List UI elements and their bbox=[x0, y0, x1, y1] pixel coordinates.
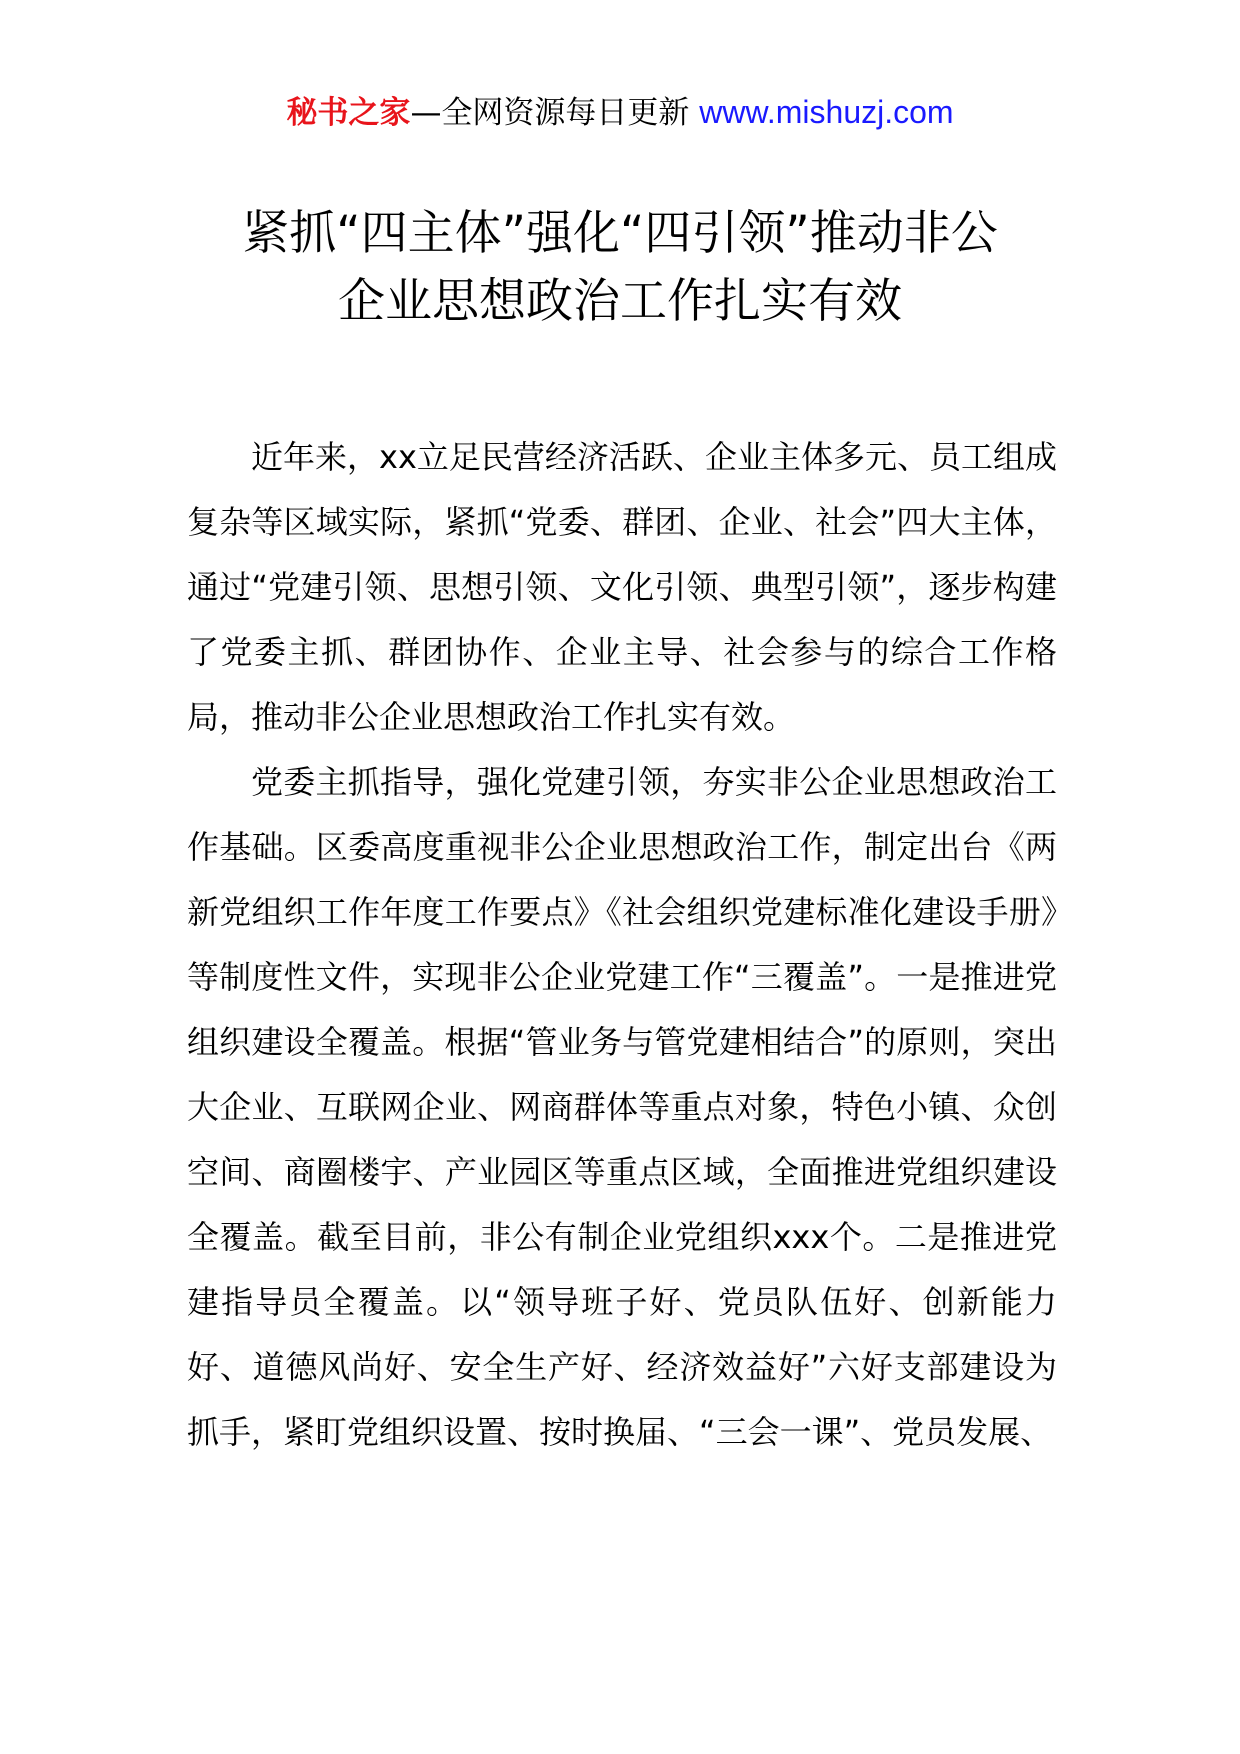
title-line-2: 企业思想政治工作扎实有效 bbox=[338, 274, 902, 329]
site-url[interactable]: www.mishuzj.com bbox=[699, 94, 954, 130]
paragraph-intro: 近年来，xx立足民营经济活跃、企业主体多元、员工组成复杂等区域实际，紧抓“党委、群团、企业、社会”四大主体，通过“党建引领、思想引领、文化引领、典型引领”，逐步构建了党委主抓、群团协作、企业主导、社会参与的综合工作格局，推动非公企业思想政治工作扎实有效。 bbox=[187, 438, 1057, 736]
site-header bbox=[0, 92, 1240, 133]
document-title bbox=[190, 200, 1050, 336]
header-tagline: —全网资源每日更新 bbox=[410, 95, 690, 131]
brand-name: 秘书之家 bbox=[286, 95, 411, 131]
paragraph-party-leadership: 党委主抓指导，强化党建引领，夯实非公企业思想政治工作基础。区委高度重视非公企业思想政治工作，制定出台《两新党组织工作年度工作要点》《社会组织党建标准化建设手册》等制度性文件，实现非公企业党建工作“三覆盖”。一是推进党组织建设全覆盖。根据“管业务与管党建相结合”的原则，突出大企业、互联网企业、网商群体等重点对象，特色小镇、众创空间、商圈楼宇、产业园区等重点区域，全面推进党组织建设全覆盖。截至目前，非公有制企业党组织xxx个。二是推进党建指导员全覆盖。以“领导班子好、党员队伍好、创新能力好、道德风尚好、安全生产好、经济效益好”六好支部建设为抓手，紧盯党组织设置、按时换届、“三会一课”、党员发展、 bbox=[187, 763, 1057, 1451]
document-body bbox=[187, 425, 1057, 1465]
title-line-1: 紧抓“四主体”强化“四引领”推动非公 bbox=[242, 206, 998, 261]
